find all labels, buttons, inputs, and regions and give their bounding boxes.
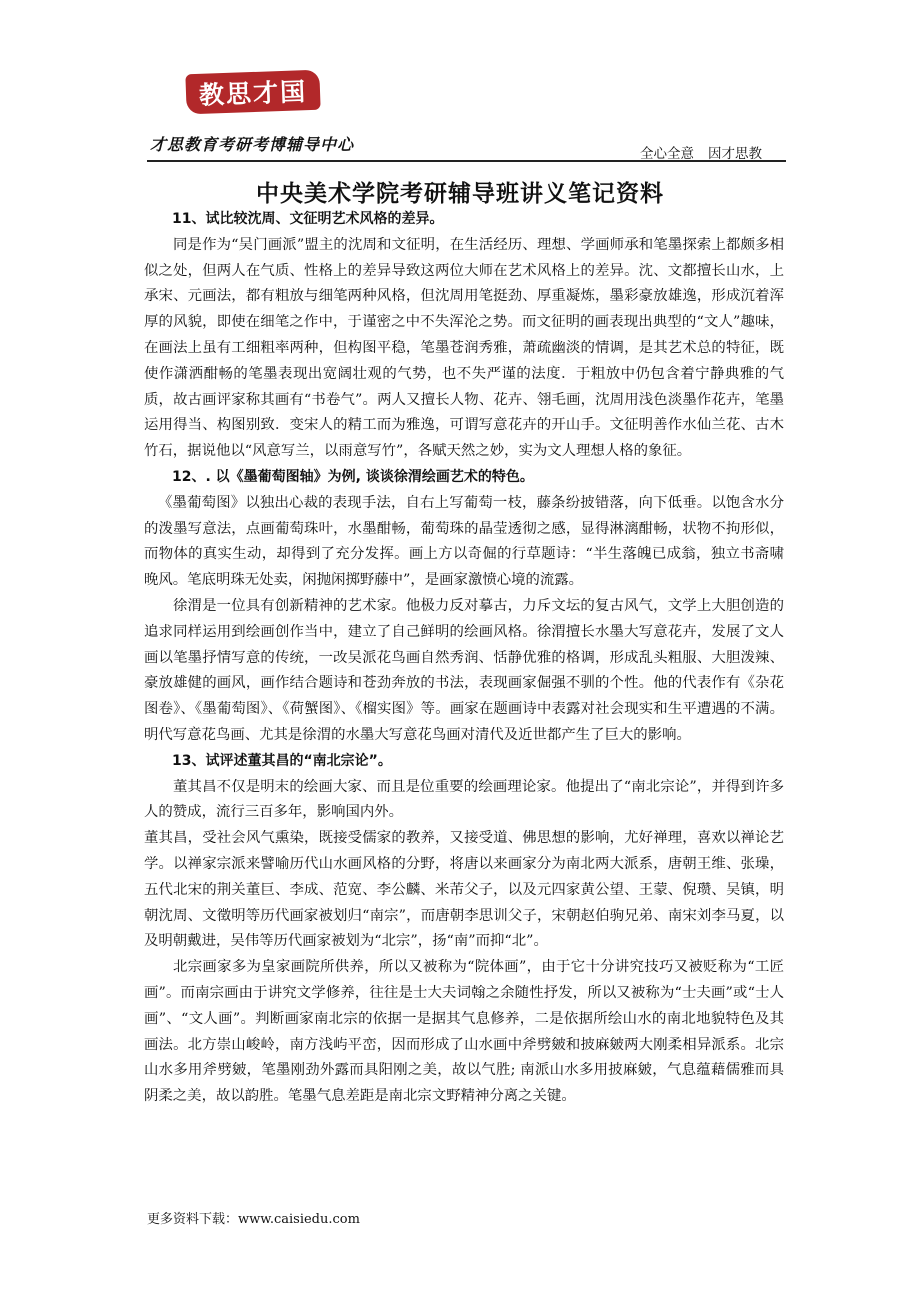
paragraph: 徐渭是一位具有创新精神的艺术家。他极力反对摹古，力斥文坛的复古风气，文学上大胆创造的追求同样运用到绘画创作当中，建立了自己鲜明的绘画风格。徐渭擅长水墨大写意花卉，发展了文人画以笔墨抒情写意的传统，一改吴派花鸟画自然秀润、恬静优雅的格调，形成乱头粗服、大胆泼辣、豪放雄健的画风，画作结合题诗和苍劲奔放的书法，表现画家倔强不驯的个性。他的代表作有《杂花图卷》、《墨葡萄图》、《荷蟹图》、《榴实图》等。画家在题画诗中表露对社会现实和生平遭遇的不满。明代写意花鸟画、尤其是徐渭的水墨大写意花鸟画对清代及近世都产生了巨大的影响。 — [144, 597, 784, 743]
paragraph: 《墨葡萄图》以独出心裁的表现手法，自右上写葡萄一枝，藤条纷披错落，向下低垂。以饱含水分的泼墨写意法，点画葡萄珠叶，水墨酣畅，葡萄珠的晶莹透彻之感，显得淋漓酣畅，状物不拘形似，而物体的真实生动，却得到了充分发挥。画上方以奇倔的行草题诗：“半生落魄已成翁，独立书斋啸晚风。笔底明珠无处卖，闲抛闲掷野藤中”，是画家激愤心境的流露。 — [144, 494, 784, 589]
paragraph: 同是作为“吴门画派”盟主的沈周和文征明，在生活经历、理想、学画师承和笔墨探索上都颇多相似之处，但两人在气质、性格上的差异导致这两位大师在艺术风格上的差异。沈、文都擅长山水，上承宋、元画法，都有粗放与细笔两种风格，但沈周用笔挺劲、厚重凝炼，墨彩豪放雄逸，形成沉着浑厚的风貌，即使在细笔之作中，于谨密之中不失浑沦之势。而文征明的画表现出典型的“文人”趣味，在画法上虽有工细粗率两种，但构图平稳，笔墨苍润秀雅，萧疏幽淡的情调，是其艺术总的特征，既使作潇洒酣畅的笔墨表现出宽阔壮观的气势，也不失严谨的法度．于粗放中仍包含着宁静典雅的气质，故古画评家称其画有“书卷气”。两人又擅长人物、花卉、翎毛画，沈周用浅色淡墨作花卉，笔墨运用得当、构图别致．变宋人的精工而为雅逸，可谓写意花卉的开山手。文征明善作水仙兰花、古木竹石，据说他以“风意写兰，以雨意写竹”，各赋天然之妙，实为文人理想人格的象征。 — [144, 236, 784, 460]
document-body — [144, 207, 784, 1110]
header-divider — [147, 160, 786, 162]
slogan-left: 全心全意 — [640, 146, 694, 162]
brand-logo — [185, 70, 320, 115]
slogan-right: 因才思教 — [708, 146, 762, 162]
paragraph: 董其昌不仅是明末的绘画大家、而且是位重要的绘画理论家。他提出了“南北宗论”，并得到许多人的赞成，流行三百多年，影响国内外。 — [144, 778, 784, 821]
slogan — [640, 142, 762, 162]
section-heading-13: 13、试评述董其昌的“南北宗论”。 — [172, 752, 392, 769]
paragraph: 北宗画家多为皇家画院所供养，所以又被称为“院体画”，由于它十分讲究技巧又被贬称为“工匠画”。而南宗画由于讲究文学修养，往往是士大夫词翰之余随性抒发，所以又被称为“士夫画”或“士人画”、“文人画”。判断画家南北宗的依据一是据其气息修养，二是依据所绘山水的南北地貌特色及其画法。北方崇山峻岭，南方浅屿平峦，因而形成了山水画中斧劈皴和披麻皴两大刚柔相异派系。北宗山水多用斧劈皴，笔墨刚劲外露而具阳刚之美，故以气胜; 南派山水多用披麻皴，气息蕴藉儒雅而具阴柔之美，故以韵胜。笔墨气息差距是南北宗文野精神分离之关键。 — [144, 959, 784, 1105]
footer-link[interactable]: 更多资料下载：www.caisiedu.com — [147, 1212, 360, 1227]
section-heading-12: 12、. 以《墨葡萄图轴》为例, 谈谈徐渭绘画艺术的特色。 — [172, 468, 534, 485]
document-title: 中央美术学院考研辅导班讲义笔记资料 — [256, 180, 664, 207]
organization-name: 才思教育考研考博辅导中心 — [150, 135, 355, 154]
section-heading-11: 11、试比较沈周、文征明艺术风格的差异。 — [172, 211, 444, 227]
paragraph: 董其昌，受社会风气熏染，既接受儒家的教养，又接受道、佛思想的影响，尤好禅理，喜欢以禅论艺学。以禅家宗派来譬喻历代山水画风格的分野，将唐以来画家分为南北两大派系，唐朝王维、张璪，五代北宋的荆关董巨、李成、范宽、李公麟、米芾父子，以及元四家黄公望、王蒙、倪瓒、吴镇，明朝沈周、文徵明等历代画家被划归“南宗”，而唐朝李思训父子，宋朝赵伯驹兄弟、南宋刘李马夏，以及明朝戴进，吴伟等历代画家被划为“北宗”，扬“南”而抑“北”。 — [144, 830, 784, 950]
logo-text: 教思才国 — [198, 77, 308, 110]
